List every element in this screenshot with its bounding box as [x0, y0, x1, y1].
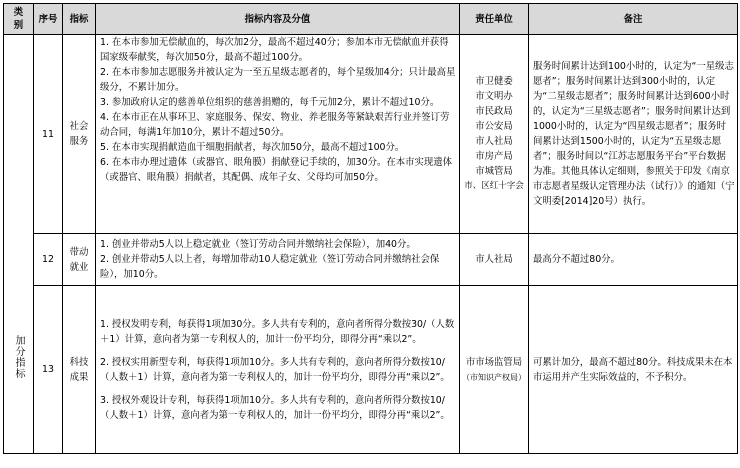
table-row — [4, 35, 738, 234]
remark-cell: 最高分不超过80分。 — [529, 234, 738, 286]
unit-cell — [460, 234, 529, 286]
header-unit: 责任单位 — [460, 4, 529, 35]
unit-line: 市市场监管局 — [465, 356, 523, 368]
header-indicator: 指标 — [63, 4, 96, 35]
unit-line: 市文明办 — [475, 91, 513, 102]
content-item: 3. 参加政府认定的慈善单位组织的慈善捐赠的，每千元加2分，累计不超过10分。 — [100, 97, 440, 108]
content-cell — [96, 234, 460, 286]
row-no: 13 — [34, 286, 63, 454]
content-cell — [96, 286, 460, 454]
unit-cell — [460, 286, 529, 454]
content-item: 4. 在本市正在从事环卫、家庭服务、保安、物业、养老服务等紧缺艰苦行业并签订劳动合同，每满1年加10分，累计不超过50分。 — [100, 112, 450, 138]
indicator-line: 科技 — [69, 356, 89, 368]
table-row — [4, 286, 738, 454]
header-remark: 备注 — [529, 4, 738, 35]
remark-cell: 服务时间累计达到100小时的，认定为“一星级志愿者”；服务时间累计达到300小时的，认定为“二星级志愿者”；服务时间累计达到600小时的，认定为“三星级志愿者”；服务时间累计达到1000小时的，认定为“四星级志愿者”；服务时间累计达到1500小时的，认定为“五星级志愿者”；服务时间以“江苏志愿服务平台”平台数据为准。其他具体认定细则，参照关于印发《南京市志愿者星级认定管理办法（试行）》的通知（宁文明委[2014]20号）执行。 — [529, 35, 738, 234]
content-item: 2. 在本市参加志愿服务并被认定为一至五星级志愿者的，每个星级加4分；只计最高星级分，不累计加分。 — [100, 67, 456, 93]
unit-line: 市人社局 — [475, 136, 513, 147]
header-content: 指标内容及分值 — [96, 4, 460, 35]
indicator-line: 带动 — [69, 246, 89, 258]
remark-cell: 可累计加分，最高不超过80分。科技成果未在本市运用并产生实际效益的，不予积分。 — [529, 286, 738, 454]
unit-line: （市知识产权局） — [462, 372, 526, 382]
indicator-line: 成果 — [69, 371, 89, 383]
header-category: 类别 — [4, 4, 34, 35]
indicator-cell — [63, 286, 96, 454]
indicator-line: 就业 — [69, 261, 89, 273]
row-no: 11 — [34, 35, 63, 234]
header-no: 序号 — [34, 4, 63, 35]
row-no: 12 — [34, 234, 63, 286]
content-item: 3. 授权外观设计专利，每获得1项加10分。多人共有专利的，意向者所得分数按10/（人数＋1）计算，意向者为第一专利权人的，加计一份平均分，即得分再“乘以2”。 — [100, 394, 450, 421]
content-item: 1. 授权发明专利，每获得1项加30分。多人共有专利的，意向者所得分数按30/（人数＋1）计算，意向者为第一专利权人的，加计一份平均分，即得分再“乘以2”。 — [100, 318, 455, 345]
unit-cell — [460, 35, 529, 234]
indicator-line: 服务 — [69, 136, 89, 147]
points-table — [3, 3, 738, 454]
content-item: 1. 在本市参加无偿献血的，每次加2分，最高不超过40分；参加本市无偿献血并获得国家级奉献奖，每次加50分，最高不超过100分。 — [100, 37, 449, 63]
indicator-line: 社会 — [69, 121, 89, 132]
unit-line: 市、区红十字会 — [464, 181, 524, 191]
content-item: 2. 创业并带动5人以上者，每增加带动10人稳定就业（签订劳动合同并缴纳社会保险），加10分。 — [100, 254, 440, 280]
unit-line: 市卫健委 — [475, 76, 513, 87]
category-cell — [4, 35, 34, 454]
content-item: 1. 创业并带动5人以上稳定就业（签订劳动合同并缴纳社会保险），加40分。 — [100, 239, 416, 250]
content-item: 5. 在本市实现捐献造血干细胞捐献者，每次加50分，最高不超过100分。 — [100, 142, 405, 153]
unit-line: 市人社局 — [475, 254, 513, 265]
content-item: 6. 在本市办理过遗体（或器官、眼角膜）捐献登记手续的，加30分。在本市实现遗体（或器官、眼角膜）捐献者，其配偶、成年子女、父母均可加50分。 — [100, 157, 452, 183]
header-row — [4, 4, 738, 35]
unit-line: 市公安局 — [475, 121, 513, 132]
indicator-cell — [63, 234, 96, 286]
category-label: 加分指标 — [13, 334, 24, 379]
content-item: 2. 授权实用新型专利，每获得1项加10分。多人共有专利的，意向者所得分数按10/（人数＋1）计算，意向者为第一专利权人的，加计一份平均分，即得分再“乘以2”。 — [100, 356, 450, 383]
table-row — [4, 234, 738, 286]
unit-line: 市房产局 — [475, 151, 513, 162]
unit-line: 市城管局 — [475, 166, 513, 177]
indicator-cell — [63, 35, 96, 234]
unit-line: 市民政局 — [475, 106, 513, 117]
content-cell — [96, 35, 460, 234]
